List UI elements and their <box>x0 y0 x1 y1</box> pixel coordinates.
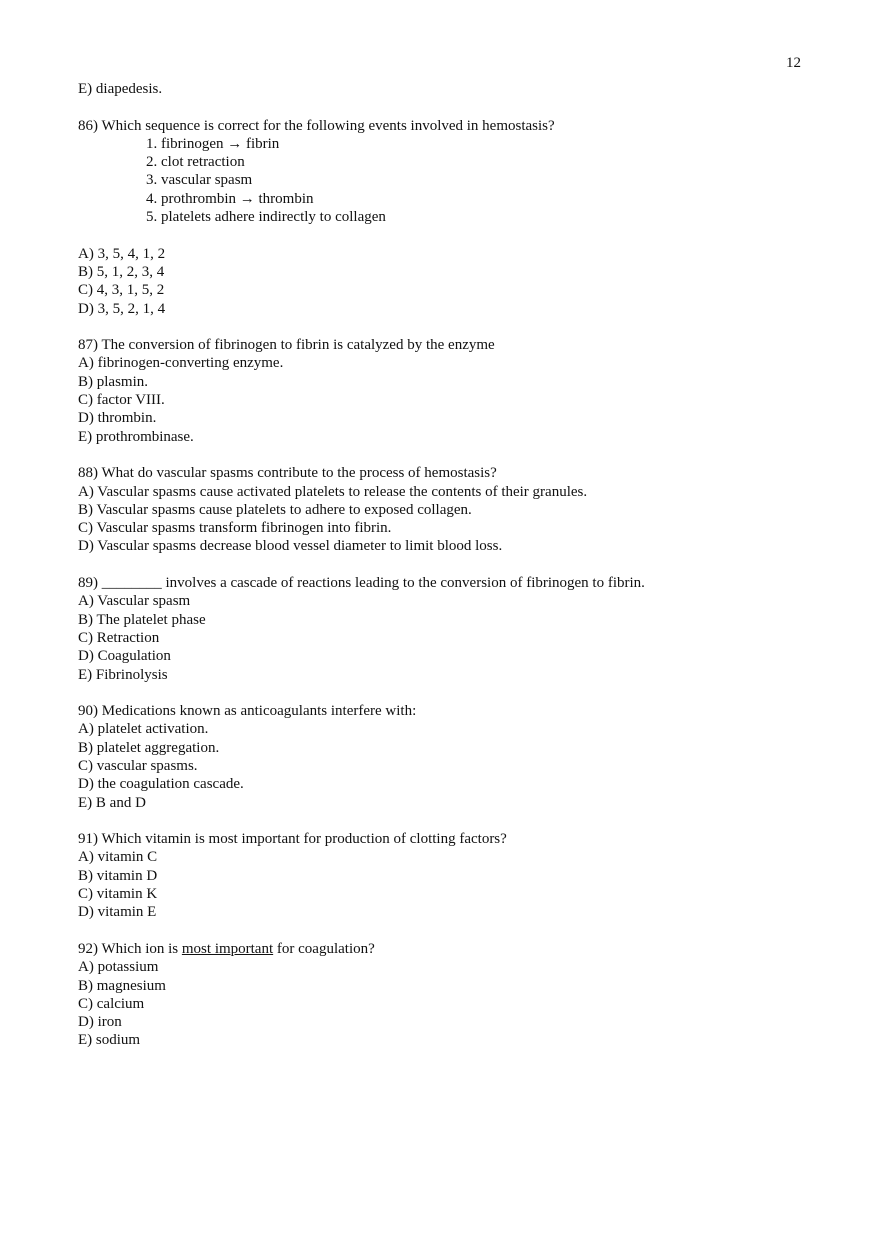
answer-option: C) Vascular spasms transform fibrinogen into fibrin. <box>78 520 392 537</box>
answer-option: C) vitamin K <box>78 886 158 903</box>
question-87-stem: 87) The conversion of fibrinogen to fibrin is catalyzed by the enzyme <box>78 337 495 354</box>
answer-option: D) 3, 5, 2, 1, 4 <box>78 300 166 317</box>
question-90-stem: 90) Medications known as anticoagulants interfere with: <box>78 703 417 720</box>
answer-option: C) vascular spasms. <box>78 757 198 774</box>
answer-option: B) Vascular spasms cause platelets to adhere to exposed collagen. <box>78 501 472 518</box>
answer-option: D) vitamin E <box>78 904 157 921</box>
question-88-stem: 88) What do vascular spasms contribute to the process of hemostasis? <box>78 465 497 482</box>
answer-option: E) Fibrinolysis <box>78 666 168 683</box>
question-87 <box>78 336 818 446</box>
event-item: 2. clot retraction <box>146 154 245 171</box>
event-item: 5. platelets adhere indirectly to collagen <box>146 209 386 226</box>
answer-option: A) platelet activation. <box>78 721 209 738</box>
question-92-stem-end: for coagulation? <box>273 940 375 957</box>
answer-option: C) calcium <box>78 995 145 1012</box>
answer-option: A) 3, 5, 4, 1, 2 <box>78 245 166 262</box>
question-89-stem: 89) ________ involves a cascade of reactions leading to the conversion of fibrinogen to fibrin. <box>78 575 645 592</box>
question-90 <box>78 702 818 812</box>
answer-option: D) Coagulation <box>78 648 171 665</box>
answer-option: E) sodium <box>78 1032 141 1049</box>
answer-option: C) Retraction <box>78 629 160 646</box>
answer-option: B) magnesium <box>78 977 166 994</box>
answer-option: A) Vascular spasm <box>78 593 191 610</box>
answer-option: B) platelet aggregation. <box>78 739 220 756</box>
question-85-option-e: E) diapedesis. <box>78 81 163 97</box>
answer-option: A) fibrinogen-converting enzyme. <box>78 355 284 372</box>
document-body <box>78 80 818 1050</box>
question-91 <box>78 830 818 921</box>
answer-option: B) plasmin. <box>78 373 148 390</box>
answer-option: B) vitamin D <box>78 867 158 884</box>
answer-option: D) Vascular spasms decrease blood vessel diameter to limit blood loss. <box>78 538 503 555</box>
event-item: 1. fibrinogen → fibrin <box>146 135 280 152</box>
question-88 <box>78 464 818 555</box>
page-number: 12 <box>786 55 801 71</box>
question-91-stem: 91) Which vitamin is most important for production of clotting factors? <box>78 831 507 848</box>
answer-option: B) 5, 1, 2, 3, 4 <box>78 263 165 280</box>
answer-option: C) 4, 3, 1, 5, 2 <box>78 282 165 299</box>
event-item: 3. vascular spasm <box>146 172 253 189</box>
answer-option: A) Vascular spasms cause activated platelets to release the contents of their granules. <box>78 483 588 500</box>
question-92-stem <box>78 940 818 958</box>
answer-option: C) factor VIII. <box>78 392 165 409</box>
event-item: 4. prothrombin → thrombin <box>146 190 314 207</box>
answer-option: A) potassium <box>78 959 159 976</box>
question-92-stem-emphasis: most important <box>181 940 274 957</box>
question-92-stem-start: 92) Which ion is <box>78 940 182 957</box>
answer-option: D) the coagulation cascade. <box>78 776 244 793</box>
answer-option: D) iron <box>78 1014 122 1031</box>
answer-option: A) vitamin C <box>78 849 158 866</box>
answer-option: D) thrombin. <box>78 410 157 427</box>
answer-option: E) prothrombinase. <box>78 428 194 445</box>
answer-option: E) B and D <box>78 794 146 811</box>
question-89 <box>78 574 818 684</box>
question-86-stem: 86) Which sequence is correct for the following events involved in hemostasis? <box>78 117 555 134</box>
question-86 <box>78 117 818 318</box>
answer-option: B) The platelet phase <box>78 611 206 628</box>
question-92 <box>78 940 818 1050</box>
